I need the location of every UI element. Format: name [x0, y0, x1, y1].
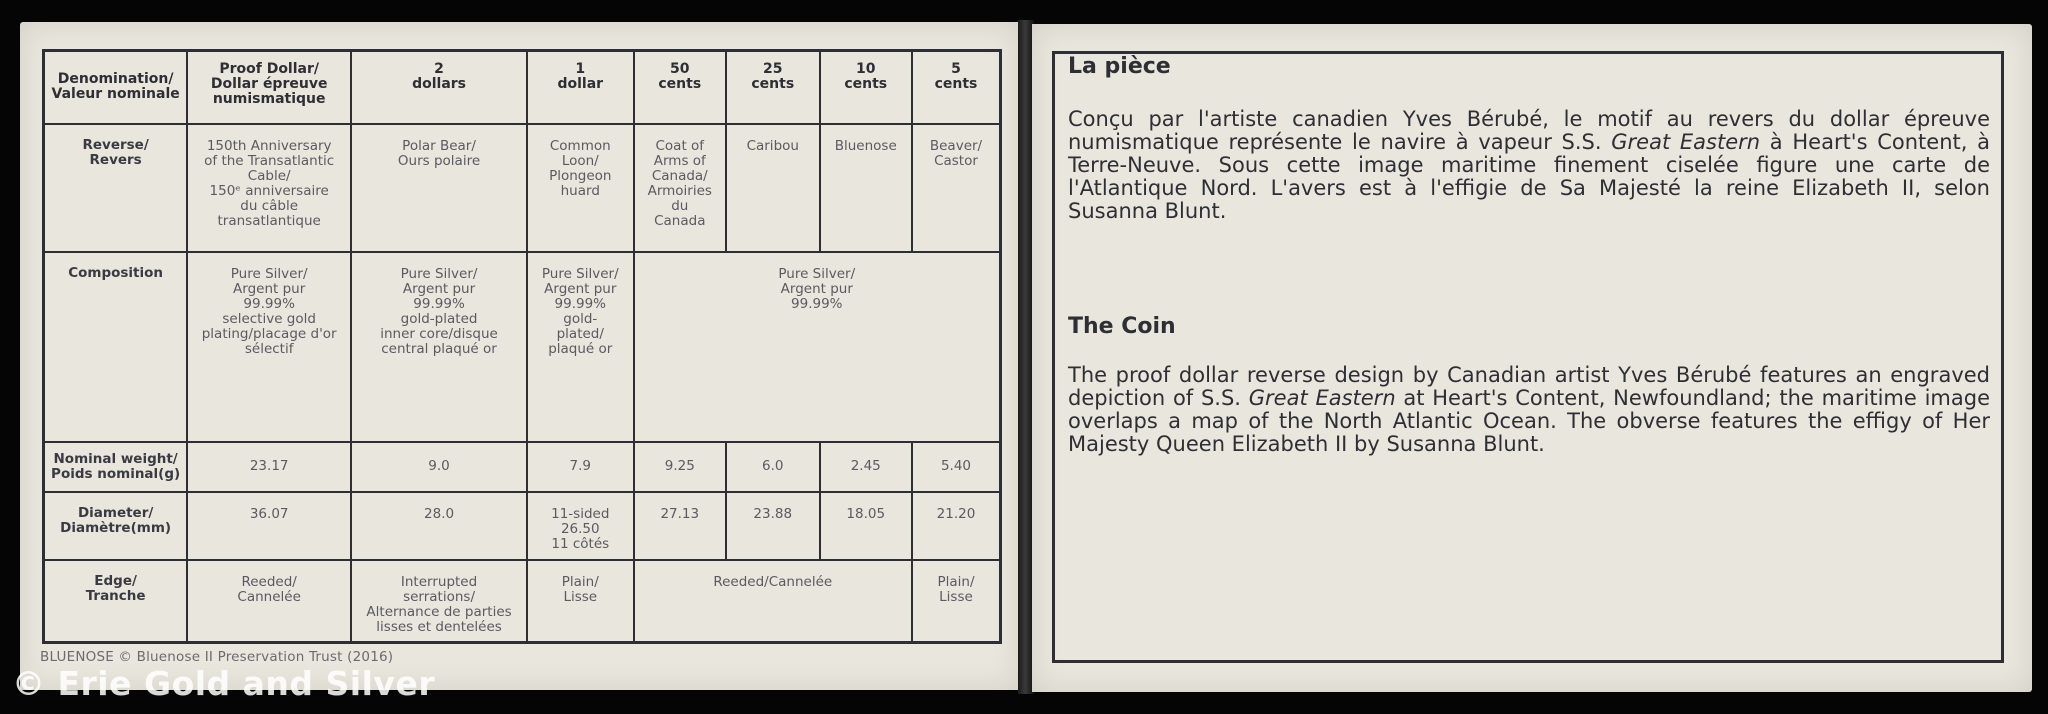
- table-row-denomination: [44, 51, 1001, 124]
- table-cell: 2 dollars: [351, 51, 527, 124]
- french-heading: La pièce: [1068, 54, 1171, 79]
- copyright-credit: BLUENOSE © Bluenose II Preservation Trust (2016): [40, 649, 394, 665]
- english-description: [1068, 364, 1990, 456]
- table-cell: 9.0: [351, 442, 527, 492]
- table-cell: Proof Dollar/ Dollar épreuve numismatique: [187, 51, 351, 124]
- table-cell: Denomination/ Valeur nominale: [44, 51, 188, 124]
- table-cell: 21.20: [912, 492, 1001, 560]
- table-cell: Polar Bear/ Ours polaire: [351, 124, 527, 252]
- french-description: [1068, 108, 1990, 223]
- table-cell: 27.13: [634, 492, 726, 560]
- table-cell: Diameter/ Diamètre(mm): [44, 492, 188, 560]
- table-cell: Pure Silver/ Argent pur 99.99%: [634, 252, 1001, 442]
- table-cell: 5.40: [912, 442, 1001, 492]
- table-cell: 7.9: [527, 442, 634, 492]
- table-cell: 23.88: [726, 492, 819, 560]
- table-cell: Pure Silver/ Argent pur 99.99% gold-plated inner core/disque central plaqué or: [351, 252, 527, 442]
- coin-spec-table: [42, 49, 1002, 644]
- left-page: [20, 22, 1020, 690]
- table-cell: Plain/ Lisse: [527, 560, 634, 643]
- table-cell: 5 cents: [912, 51, 1001, 124]
- table-cell: Pure Silver/ Argent pur 99.99% selective gold plating/placage d'or sélectif: [187, 252, 351, 442]
- table-cell: Composition: [44, 252, 188, 442]
- table-cell: Beaver/ Castor: [912, 124, 1001, 252]
- ship-name: Great Eastern: [1611, 130, 1761, 154]
- table-cell: 18.05: [820, 492, 912, 560]
- english-heading: The Coin: [1068, 314, 1176, 339]
- watermark: © Erie Gold and Silver: [12, 664, 436, 703]
- text-segment: à Heart's Content, à Terre-Neuve. Sous cette image maritime finement ciselée figure une carte de l'Atlantique Nord. L'avers est à l'effigie de Sa Majesté la reine Elizabeth II, selon Susanna Blunt.: [1068, 130, 1991, 223]
- table-cell: Nominal weight/ Poids nominal(g): [44, 442, 188, 492]
- table-cell: 150th Anniversary of the Transatlantic Cable/ 150ᵉ anniversaire du câble transatlantique: [187, 124, 351, 252]
- table-cell: 25 cents: [726, 51, 819, 124]
- table-cell: 28.0: [351, 492, 527, 560]
- text-segment: The proof dollar reverse design by Canadian artist Yves Bérubé features an engraved depiction of S.S.: [1068, 363, 1990, 410]
- table-cell: Common Loon/ Plongeon huard: [527, 124, 634, 252]
- table-cell: Edge/ Tranche: [44, 560, 188, 643]
- table-cell: Interrupted serrations/ Alternance de parties lisses et dentelées: [351, 560, 527, 643]
- ship-name: Great Eastern: [1248, 386, 1396, 410]
- table-cell: Plain/ Lisse: [912, 560, 1001, 643]
- table-cell: 6.0: [726, 442, 819, 492]
- table-cell: 10 cents: [820, 51, 912, 124]
- table-row-weight: [44, 442, 1001, 492]
- table-cell: Reeded/ Cannelée: [187, 560, 351, 643]
- right-page: [1032, 24, 2032, 692]
- text-segment: at Heart's Content, Newfoundland; the maritime image overlaps a map of the North Atlantic Ocean. The obverse features the effigy of Her Majesty Queen Elizabeth II by Susanna Blunt.: [1068, 386, 1990, 456]
- table-row-edge: [44, 560, 1001, 643]
- table-cell: 1 dollar: [527, 51, 634, 124]
- table-cell: Reverse/ Revers: [44, 124, 188, 252]
- table-cell: 36.07: [187, 492, 351, 560]
- table-cell: 23.17: [187, 442, 351, 492]
- table-row-diameter: [44, 492, 1001, 560]
- table-cell: 50 cents: [634, 51, 726, 124]
- table-row-reverse: [44, 124, 1001, 252]
- table-cell: Coat of Arms of Canada/ Armoiries du Canada: [634, 124, 726, 252]
- table-row-composition: [44, 252, 1001, 442]
- text-segment: Conçu par l'artiste canadien Yves Bérubé, le motif au revers du dollar épreuve numismatique représente le navire à vapeur S.S.: [1068, 107, 1990, 154]
- table-cell: 9.25: [634, 442, 726, 492]
- table-cell: 11-sided 26.50 11 côtés: [527, 492, 634, 560]
- table-cell: Bluenose: [820, 124, 912, 252]
- table-cell: Reeded/Cannelée: [634, 560, 912, 643]
- table-cell: 2.45: [820, 442, 912, 492]
- table-cell: Caribou: [726, 124, 819, 252]
- table-cell: Pure Silver/ Argent pur 99.99% gold- plated/ plaqué or: [527, 252, 634, 442]
